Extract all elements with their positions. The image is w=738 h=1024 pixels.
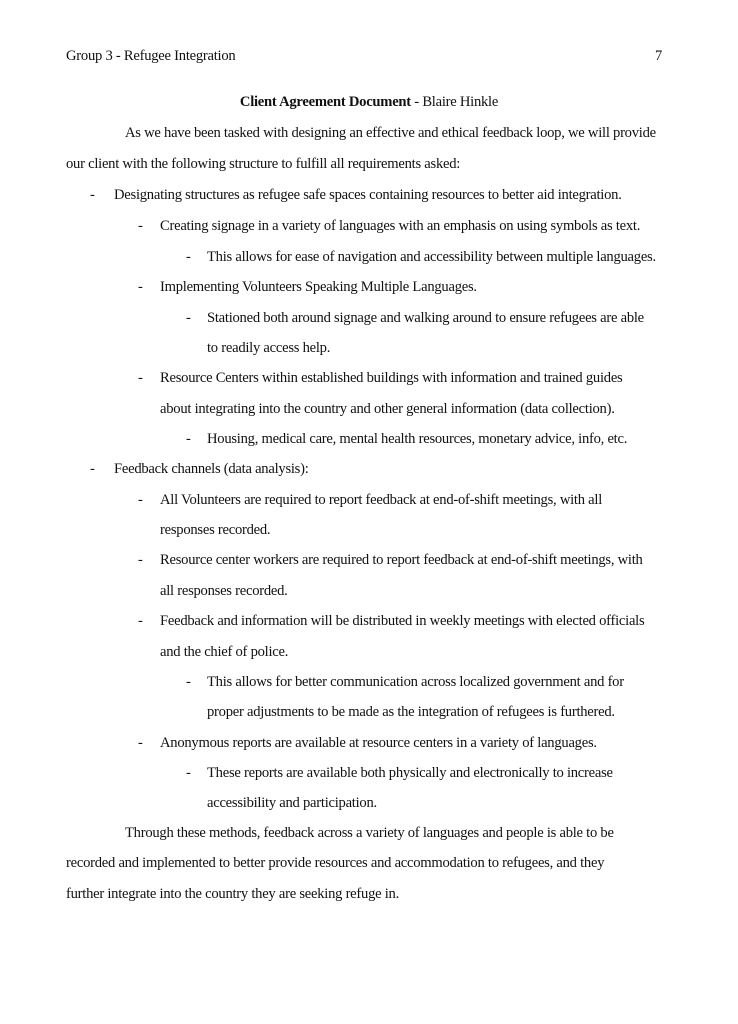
outline-item-1-3-line-1: Resource Centers within established buildings with information and trained guides (160, 370, 623, 386)
outline-item-2-3-line-1: Feedback and information will be distributed in weekly meetings with elected officials (160, 613, 645, 629)
outline-item-1-1-1: This allows for ease of navigation and accessibility between multiple languages. (207, 249, 656, 265)
title-author: - Blaire Hinkle (410, 94, 499, 110)
outline-item-2-4: Anonymous reports are available at resource centers in a variety of languages. (160, 735, 597, 751)
bullet-dash: - (138, 370, 143, 386)
bullet-dash: - (90, 461, 95, 477)
outline-item-2-4-1-line-1: These reports are available both physically and electronically to increase (207, 765, 613, 781)
outline-item-1-3-1: Housing, medical care, mental health resources, monetary advice, info, etc. (207, 431, 628, 447)
outline-item-2-3-line-2: and the chief of police. (160, 644, 289, 660)
outline-item-1-2: Implementing Volunteers Speaking Multiple Languages. (160, 279, 477, 295)
intro-line-1: As we have been tasked with designing an effective and ethical feedback loop, we will provide (125, 125, 656, 141)
title-bold: Client Agreement Document (239, 94, 411, 110)
outline-item-2-2-line-1: Resource center workers are required to report feedback at end-of-shift meetings, with (160, 552, 643, 568)
bullet-dash: - (138, 492, 143, 508)
outline-item-2-1-line-1: All Volunteers are required to report feedback at end-of-shift meetings, with all (160, 492, 603, 508)
bullet-dash: - (186, 249, 191, 265)
outline-item-2-4-1-line-2: accessibility and participation. (207, 795, 377, 811)
bullet-dash: - (186, 765, 191, 781)
page-number: 7 (655, 48, 663, 64)
bullet-dash: - (138, 218, 143, 234)
conclusion-line-3: further integrate into the country they are seeking refuge in. (66, 886, 399, 902)
outline-item-2-3-1-line-1: This allows for better communication across localized government and for (207, 674, 624, 690)
bullet-dash: - (90, 187, 95, 203)
outline-item-2: Feedback channels (data analysis): (114, 461, 309, 477)
bullet-dash: - (138, 552, 143, 568)
outline-item-2-2-line-2: all responses recorded. (160, 583, 288, 599)
running-head: Group 3 - Refugee Integration (66, 48, 236, 64)
bullet-dash: - (138, 279, 143, 295)
intro-line-2: our client with the following structure to fulfill all requirements asked: (66, 156, 461, 172)
bullet-dash: - (186, 674, 191, 690)
outline-item-1: Designating structures as refugee safe spaces containing resources to better aid integration. (114, 187, 622, 203)
outline-item-1-2-1-line-2: to readily access help. (207, 340, 331, 356)
outline-item-1-1: Creating signage in a variety of languages with an emphasis on using symbols as text. (160, 218, 641, 234)
bullet-dash: - (138, 613, 143, 629)
bullet-dash: - (138, 735, 143, 751)
outline-item-2-1-line-2: responses recorded. (160, 522, 271, 538)
bullet-dash: - (186, 431, 191, 447)
outline-item-1-2-1-line-1: Stationed both around signage and walking around to ensure refugees are able (207, 310, 644, 326)
conclusion-line-2: recorded and implemented to better provide resources and accommodation to refugees, and they (66, 855, 605, 871)
outline-item-1-3-line-2: about integrating into the country and other general information (data collection). (160, 401, 615, 417)
outline-item-2-3-1-line-2: proper adjustments to be made as the integration of refugees is furthered. (207, 704, 615, 720)
document-title (0, 93, 738, 111)
bullet-dash: - (186, 310, 191, 326)
conclusion-line-1: Through these methods, feedback across a variety of languages and people is able to be (125, 825, 614, 841)
